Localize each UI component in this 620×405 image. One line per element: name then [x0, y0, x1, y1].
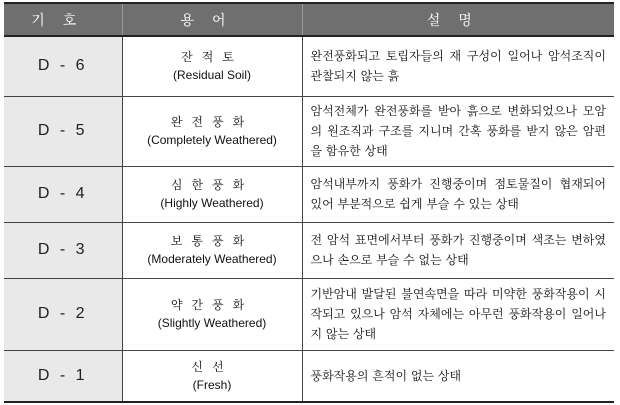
term-cell	[122, 96, 302, 166]
grade-code: D - 6	[4, 36, 122, 96]
table-row	[4, 166, 614, 222]
term-english: (Highly Weathered)	[160, 196, 264, 210]
grade-code: D - 1	[4, 350, 122, 402]
description: 암석내부까지 풍화가 진행중이며 점토물질이 협재되어 있어 부분적으로 쉽게 부슬 수 있는 상태	[302, 166, 614, 222]
header-description: 설명	[302, 3, 614, 36]
description: 전 암석 표면에서부터 풍화가 진행중이며 색조는 변하였으나 손으로 부슬 수 없는 상태	[302, 222, 614, 278]
header-code: 기호	[4, 3, 122, 36]
term-english: (Residual Soil)	[172, 68, 252, 83]
weathering-grade-table	[4, 2, 614, 403]
term-cell	[122, 222, 302, 278]
grade-code: D - 3	[4, 222, 122, 278]
term-cell	[122, 36, 302, 96]
term-cell	[122, 278, 302, 350]
term-english: (Slightly Weathered)	[157, 316, 267, 330]
term-english: (Completely Weathered)	[147, 133, 277, 147]
term-korean: 잔적토	[181, 50, 243, 65]
term-korean: 신선	[191, 359, 233, 374]
term-cell	[122, 166, 302, 222]
term-korean: 약간풍화	[170, 298, 254, 312]
header-row	[4, 3, 614, 36]
table-row	[4, 222, 614, 278]
table-row	[4, 278, 614, 350]
description: 완전풍화되고 토립자들의 재 구성이 일어나 암석조직이 관찰되지 않는 흙	[302, 36, 614, 96]
term-korean: 완전풍화	[170, 115, 254, 129]
table-row	[4, 350, 614, 402]
table-row	[4, 96, 614, 166]
description: 풍화작용의 흔적이 없는 상태	[302, 350, 614, 402]
term-english: (Moderately Weathered)	[147, 252, 277, 266]
table-row	[4, 36, 614, 96]
grade-code: D - 2	[4, 278, 122, 350]
description: 기반암내 발달된 불연속면을 따라 미약한 풍화작용이 시작되고 있으나 암석 자체에는 아무런 풍화작용이 일어나지 않는 상태	[302, 278, 614, 350]
grade-code: D - 4	[4, 166, 122, 222]
term-english: (Fresh)	[192, 377, 232, 392]
grade-code: D - 5	[4, 96, 122, 166]
term-korean: 보통풍화	[170, 234, 254, 248]
header-term: 용어	[122, 3, 302, 36]
description: 암석전체가 완전풍화를 받아 흙으로 변화되었으나 모암의 원조직과 구조를 지니며 간혹 풍화를 받지 않은 암편을 함유한 상태	[302, 96, 614, 166]
weathering-grade-table-wrapper	[4, 2, 614, 403]
term-cell	[122, 350, 302, 402]
term-korean: 심한풍화	[170, 178, 254, 192]
